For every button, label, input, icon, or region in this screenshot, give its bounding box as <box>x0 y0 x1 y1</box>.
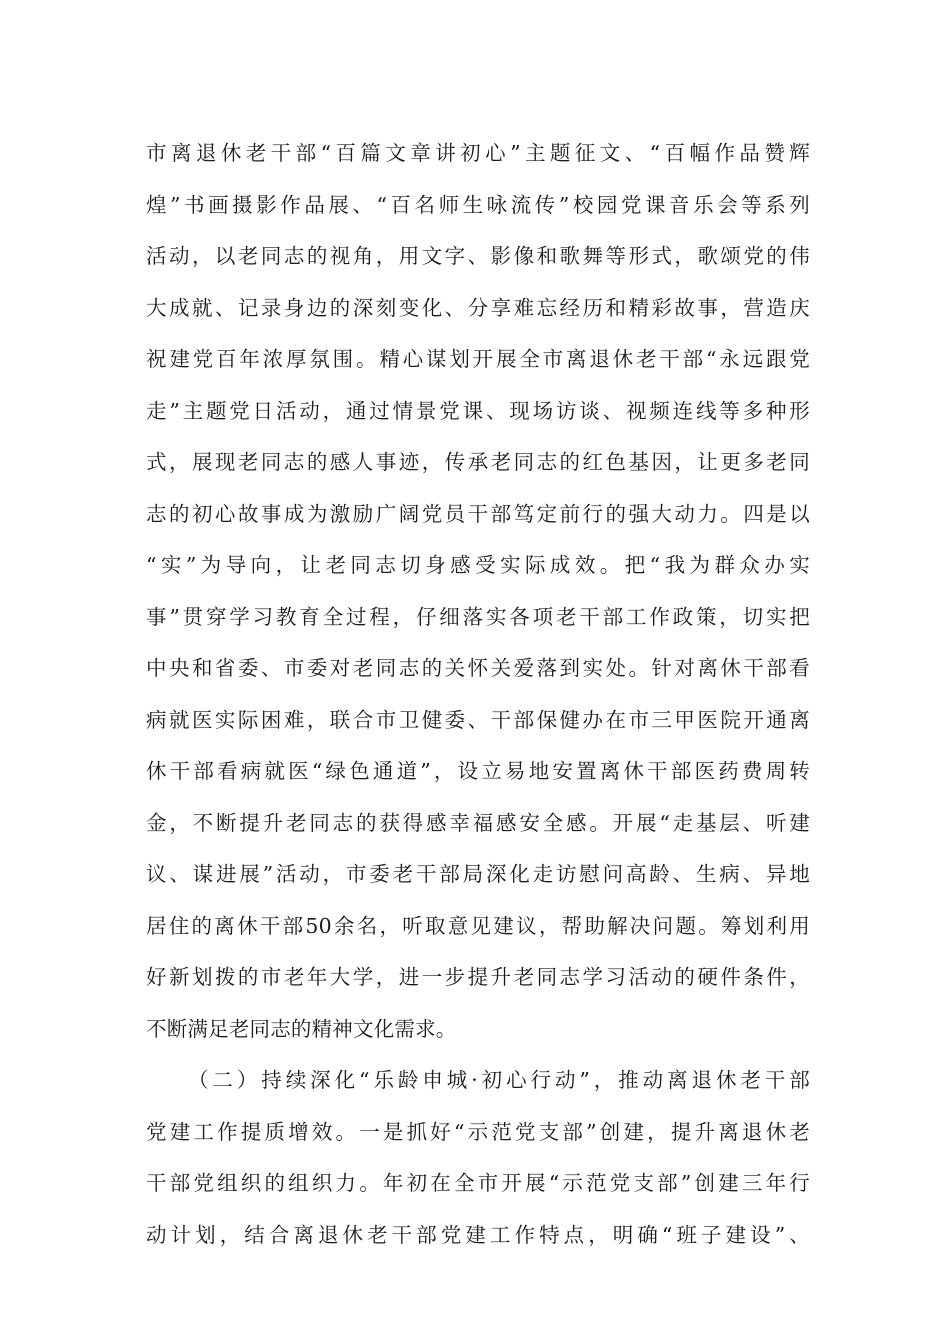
text-line: 事”贯穿学习教育全过程，仔细落实各项老干部工作政策，切实把 <box>146 604 810 629</box>
text-line: “实”为导向，让老同志切身感受实际成效。把“我为群众办实 <box>146 553 810 577</box>
text-line: 志的初心故事成为激励广阔党员干部笃定前行的强大动力。四是以 <box>146 501 810 526</box>
text-line: 休干部看病就医“绿色通道”，设立易地安置离休干部医药费周转 <box>146 759 810 783</box>
text-line: 党建工作提质增效。一是抓好“示范党支部”创建，提升离退休老 <box>146 1119 810 1144</box>
text-line: 金，不断提升老同志的获得感幸福感安全感。开展“走基层、听建 <box>146 810 810 835</box>
text-line: 不断满足老同志的精神文化需求。 <box>146 1016 457 1041</box>
text-line: 煌”书画摄影作品展、“百名师生咏流传”校园党课音乐会等系列 <box>146 192 810 217</box>
text-line: 大成就、记录身边的深刻变化、分享难忘经历和精彩故事，营造庆 <box>146 295 810 320</box>
document-body <box>146 128 810 1261</box>
section-heading-line: （二）持续深化“乐龄申城·初心行动”，推动离退休老干部 <box>188 1068 810 1092</box>
text-line: 议、谋进展”活动，市委老干部局深化走访慰问高龄、生病、异地 <box>146 862 810 886</box>
text-line: 祝建党百年浓厚氛围。精心谋划开展全市离退休老干部“永远跟党 <box>146 347 810 371</box>
text-line: 活动，以老同志的视角，用文字、影像和歌舞等形式，歌颂党的伟 <box>146 244 810 268</box>
text-line: 好新划拨的市老年大学，进一步提升老同志学习活动的硬件条件， <box>146 965 810 989</box>
text-line: 走”主题党日活动，通过情景党课、现场访谈、视频连线等多种形 <box>146 398 810 423</box>
text-line: 动计划，结合离退休老干部党建工作特点，明确“班子建设”、 <box>146 1222 810 1247</box>
text-line: 居住的离休干部50余名，听取意见建议，帮助解决问题。筹划利用 <box>146 913 810 938</box>
text-line: 式，展现老同志的感人事迹，传承老同志的红色基因，让更多老同 <box>146 450 810 474</box>
text-line: 干部党组织的组织力。年初在全市开展“示范党支部”创建三年行 <box>146 1171 810 1195</box>
text-line: 病就医实际困难，联合市卫健委、干部保健办在市三甲医院开通离 <box>146 707 810 732</box>
text-line: 市离退休老干部“百篇文章讲初心”主题征文、“百幅作品赞辉 <box>146 141 810 165</box>
text-line: 中央和省委、市委对老同志的关怀关爱落到实处。针对离休干部看 <box>146 656 810 680</box>
